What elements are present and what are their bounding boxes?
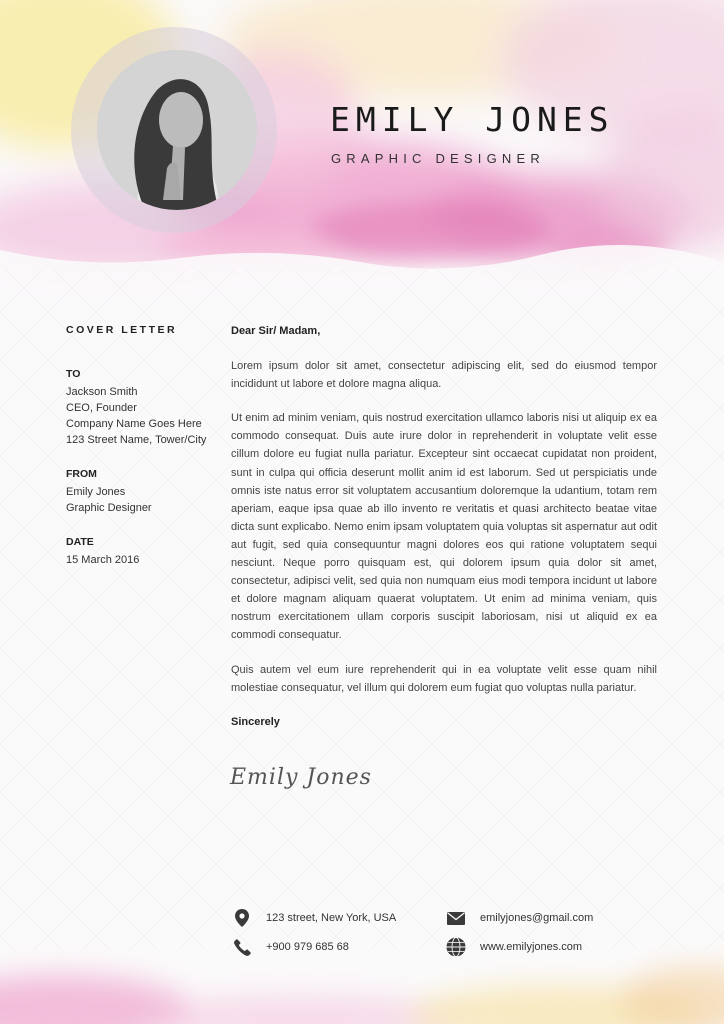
sender-line: Emily Jones [66,486,126,498]
sender-line: Graphic Designer [66,502,152,514]
envelope-icon [446,908,466,928]
letter-paragraph: Ut enim ad minim veniam, quis nostrud exercitation ullamco laboris nisi ut aliquip ex ea commodo consequat. Duis aute irure dolor in reprehenderit in voluptate velit esse cillum dolore eu fugiat nulla pariatur. Excepteur sint occaecat cupidatat non proident, sunt in culpa qui officia deserunt mollit anim id est laborum. Sed ut perspiciatis unde omnis iste natus error sit voluptatem accusantium doloremque la udantium, totam rem aperiam, eaque ipsa quae ab illo invento re veritatis et quasi architecto beatae vitae dicta sunt explicabo. Nemo enim ipsam voluptatem quia voluptas sit aspernatur aut odit aut fugit, sed quia consequuntur magni dolores eos qui ratione voluptatem sequi nesciunt. Neque porro quisquam est, qui dolorem ipsum quia dolor sit amet, consectetur, adipisci velit, sed quia non numquam eius modi tempora incidunt ut labore et dolore magnam aliquam quaerat voluptatem. Ut enim ad minima veniam, quis nostrum exercitationem ullam corporis suscipit laboriosam, nisi ut aliquid ex ea commodi consequatur. [231,412,657,642]
sender-block [66,466,226,516]
sidebar-title: COVER LETTER [66,324,178,336]
contact-address-text: 123 street, New York, USA [266,912,397,924]
sender-label: FROM [66,468,97,480]
recipient-line: CEO, Founder [66,402,137,414]
contact-email-text[interactable]: emilyjones@gmail.com [480,912,594,924]
contact-address [232,908,396,928]
letter-body [231,322,657,731]
portrait-image [97,50,257,210]
avatar [97,50,257,210]
letter-sidebar [66,322,226,586]
date-block [66,534,226,568]
date-label: DATE [66,536,94,548]
contact-phone-text: +900 979 685 68 [266,941,349,953]
applicant-name: EMILY JONES [330,100,615,139]
recipient-label: TO [66,368,81,380]
recipient-block [66,366,226,448]
location-pin-icon [232,908,252,928]
recipient-line: Jackson Smith [66,386,138,398]
closing: Sincerely [231,715,280,728]
applicant-role: GRAPHIC DESIGNER [331,151,545,166]
letter-paragraph: Lorem ipsum dolor sit amet, consectetur adipiscing elit, sed do eiusmod tempor incididunt ut labore et dolore magna aliqua. [231,360,657,391]
phone-icon [232,937,252,957]
contact-phone [232,937,349,957]
signature: Emily Jones [230,765,372,790]
letter-paragraph: Quis autem vel eum iure reprehenderit qui in ea voluptate velit esse quam nihil molestiae consequatur, vel illum qui dolorem eum fugiat quo voluptas nulla pariatur. [231,663,657,694]
globe-icon [446,937,466,957]
contact-email[interactable] [446,908,593,928]
watercolor-footer-background [0,940,724,1024]
recipient-line: 123 Street Name, Tower/City [66,434,207,446]
contact-website[interactable] [446,937,582,957]
recipient-line: Company Name Goes Here [66,418,202,430]
date-value: 15 March 2016 [66,554,140,566]
contact-website-text[interactable]: www.emilyjones.com [480,941,583,953]
salutation: Dear Sir/ Madam, [231,325,321,337]
